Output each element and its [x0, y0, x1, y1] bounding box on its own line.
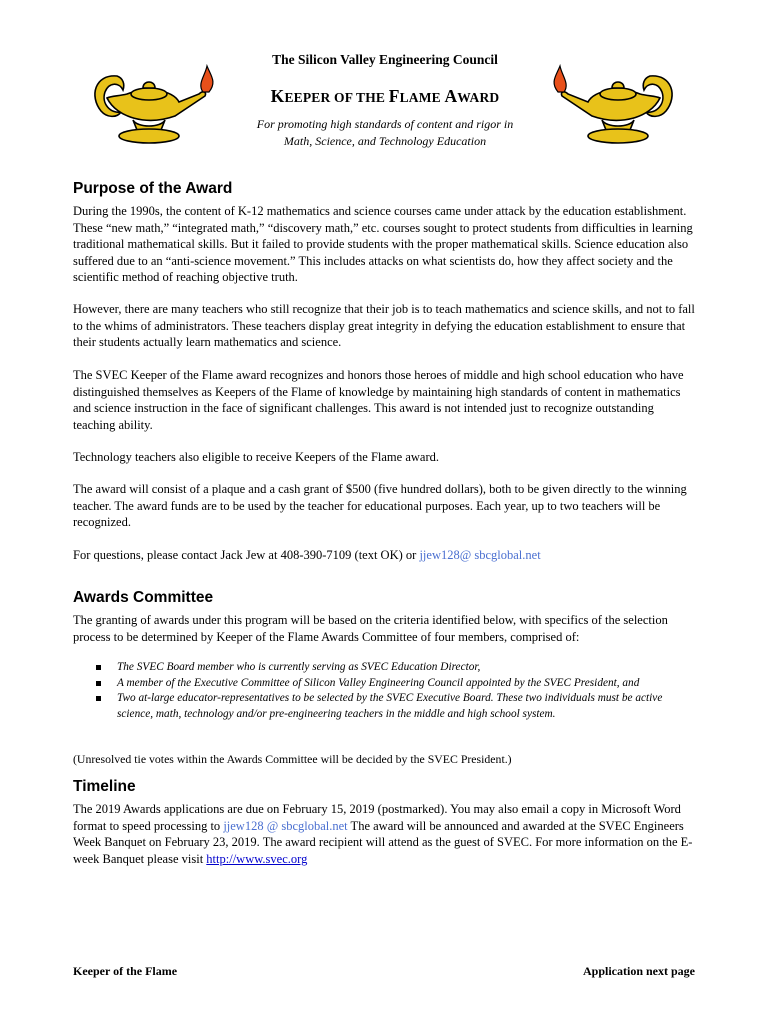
bullet-square-icon	[96, 696, 101, 701]
bullet-square-icon	[96, 665, 101, 670]
purpose-paragraph-4: Technology teachers also eligible to receive Keepers of the Flame award.	[73, 450, 439, 464]
purpose-paragraph-1: During the 1990s, the content of K-12 mathematics and science courses came under attack by the education establishment. These “new math,” “integrated math,” “discovery math,” etc. courses sought to protect students from difficulties in learning traditional mathematical skills. But it failed to provide students with the proper mathematical skills. Science education also suffered due to an “anti-science movement.” This includes attacks on what scientists do, how they affect society and the scientific method of reaching objective truth.	[73, 204, 693, 285]
organization-name: The Silicon Valley Engineering Council	[272, 52, 498, 67]
bullet-square-icon	[96, 681, 101, 686]
svec-website-link[interactable]: http://www.svec.org	[206, 851, 308, 866]
timeline-heading: Timeline	[73, 778, 136, 795]
timeline-paragraph	[73, 801, 695, 867]
contact-email-link[interactable]: jjew128@ sbcglobal.net	[419, 548, 541, 562]
purpose-paragraph-3: The SVEC Keeper of the Flame award recognizes and honors those heroes of middle and high school education who have distinguished themselves as Keepers of the Flame of knowledge by maintaining high standards of content in mathematics and science instruction in the face of significant challenges. This award is not intended just to recognize outstanding teaching ability.	[73, 368, 684, 432]
title-initial-f: F	[388, 86, 400, 106]
contact-text: For questions, please contact Jack Jew at 408-390-7109 (text OK) or	[73, 548, 420, 562]
footer-left: Keeper of the Flame	[73, 964, 178, 978]
tie-vote-note: (Unresolved tie votes within the Awards Committee will be decided by the SVEC President.)	[73, 752, 512, 766]
timeline-text-1: The 2019 Awards applications are due on February 15, 2019 (postmarked). You may also email a copy in Microsoft Word format to speed processing to	[73, 802, 681, 833]
purpose-paragraph-2: However, there are many teachers who still recognize that their job is to teach mathematics and science skills, and not to fall to the whims of administrators. These teachers display great integrity in defying the education establishment to ensure that their students actually learn mathematics and science.	[73, 302, 695, 350]
list-item-text: Two at-large educator-representatives to be selected by the SVEC Executive Board. These two individuals must be active science, math, technology and/or pre-engineering teachers in the middle and high school system.	[117, 692, 663, 720]
title-initial-a: A	[444, 86, 458, 106]
list-item-text: A member of the Executive Committee of Silicon Valley Engineering Council appointed by the SVEC President, and	[117, 676, 640, 689]
footer-right: Application next page	[582, 964, 695, 978]
timeline-text-2: The award will be announced and awarded at the SVEC Engineers Week Banquet on February 23, 2019. The award recipient will attend as the guest of SVEC. For more information on the E-week Banquet please visit	[73, 818, 693, 866]
title-part-1: EEPER OF THE	[284, 90, 389, 105]
award-title	[0, 86, 770, 107]
list-item	[95, 691, 700, 722]
purpose-heading: Purpose of the Award	[73, 180, 233, 197]
contact-paragraph	[73, 547, 695, 564]
list-item	[95, 660, 700, 676]
list-item	[95, 676, 700, 692]
timeline-email-link[interactable]: jjew128 @ sbcglobal.net	[223, 818, 348, 833]
tagline-line-2: Math, Science, and Technology Education	[283, 134, 487, 148]
tagline-line-1: For promoting high standards of content and rigor in	[256, 117, 514, 131]
tagline	[0, 116, 770, 150]
title-part-2: LAME	[399, 90, 445, 105]
committee-members-list	[95, 660, 700, 722]
committee-heading: Awards Committee	[73, 589, 214, 606]
purpose-paragraph-5: The award will consist of a plaque and a cash grant of $500 (five hundred dollars), both to be given directly to the winning teacher. The award funds are to be used by the teacher for educational purposes. Each year, up to two teachers will be recognized.	[73, 482, 687, 530]
committee-intro: The granting of awards under this program will be based on the criteria identified below, with specifics of the selection process to be determined by Keeper of the Flame Awards Committee of four members, comprised of:	[73, 613, 668, 644]
title-part-3: WARD	[457, 90, 500, 105]
title-initial-k: K	[270, 86, 285, 106]
list-item-text: The SVEC Board member who is currently serving as SVEC Education Director,	[117, 661, 481, 673]
